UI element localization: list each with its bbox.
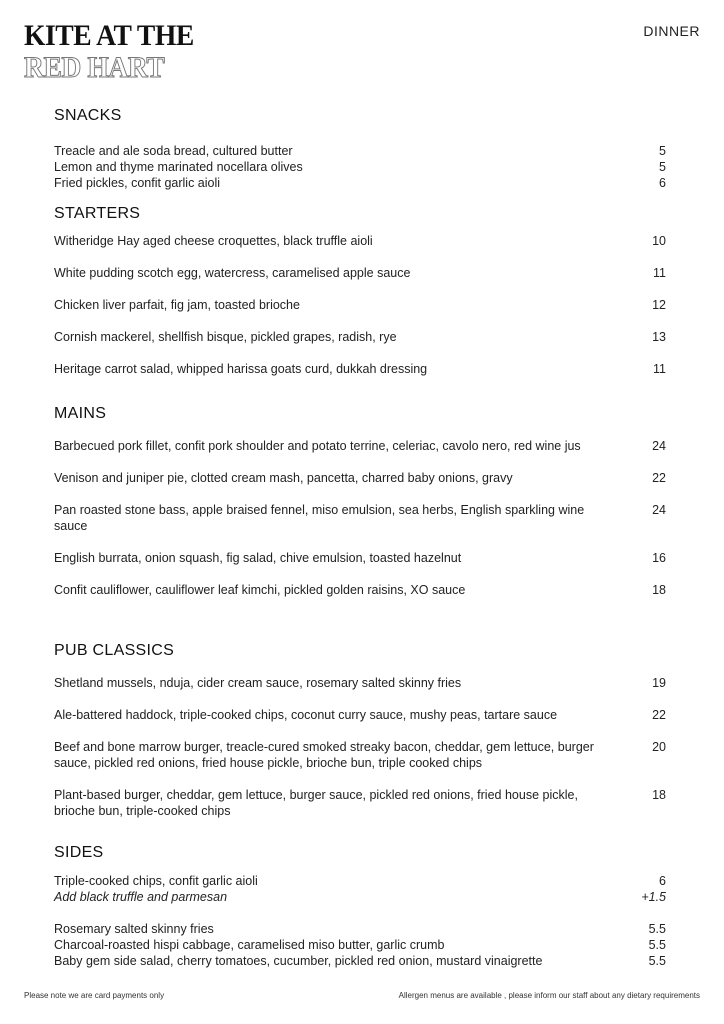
- menu-item: [54, 707, 666, 723]
- section-starters: [54, 204, 666, 377]
- section-mains: [54, 404, 666, 598]
- item-price: 18: [652, 788, 666, 802]
- menu-item-addon: [54, 889, 666, 905]
- item-price: 18: [652, 583, 666, 597]
- item-name: English burrata, onion squash, fig salad, chive emulsion, toasted hazelnut: [54, 551, 462, 565]
- item-name: Plant-based burger, cheddar, gem lettuce, burger sauce, pickled red onions, fried house pickle, brioche bun, triple-cooked chips: [54, 788, 578, 818]
- section-title: PUB CLASSICS: [54, 642, 175, 659]
- logo-line-2: RED HART: [24, 51, 165, 84]
- item-name: Ale-battered haddock, triple-cooked chips, coconut curry sauce, mushy peas, tartare sauce: [54, 708, 558, 722]
- item-name: Baby gem side salad, cherry tomatoes, cucumber, pickled red onion, mustard vinaigrette: [54, 954, 543, 968]
- item-name: Beef and bone marrow burger, treacle-cured smoked streaky bacon, cheddar, gem lettuce, burger sauce, pickled red onions, fried house pickle, brioche bun, triple cooked chips: [54, 740, 594, 770]
- item-price: 5.5: [648, 922, 666, 936]
- item-price: +1.5: [641, 890, 666, 904]
- item-price: 20: [652, 740, 666, 754]
- menu-item: [54, 787, 666, 819]
- item-name: Add black truffle and parmesan: [54, 890, 228, 904]
- item-price: 16: [652, 551, 666, 565]
- menu-item: [54, 921, 666, 937]
- section-title: MAINS: [54, 405, 107, 422]
- menu-item: [54, 953, 666, 969]
- section-title: STARTERS: [54, 205, 141, 222]
- menu-item: [54, 297, 666, 313]
- menu-item: [54, 361, 666, 377]
- item-name: Charcoal-roasted hispi cabbage, caramelised miso butter, garlic crumb: [54, 938, 445, 952]
- item-price: 5.5: [648, 954, 666, 968]
- item-name: Lemon and thyme marinated nocellara olives: [54, 160, 303, 174]
- item-name: Triple-cooked chips, confit garlic aioli: [54, 874, 258, 888]
- item-name: Pan roasted stone bass, apple braised fennel, miso emulsion, sea herbs, English sparkling wine sauce: [54, 503, 585, 533]
- item-price: 11: [653, 362, 666, 376]
- section-title: SIDES: [54, 844, 104, 861]
- item-price: 19: [652, 676, 666, 690]
- menu-item: [54, 438, 666, 454]
- menu-item: [54, 175, 666, 191]
- item-name: Treacle and ale soda bread, cultured butter: [54, 144, 293, 158]
- item-price: 22: [652, 708, 666, 722]
- menu-item: [54, 937, 666, 953]
- item-name: Chicken liver parfait, fig jam, toasted brioche: [54, 298, 300, 312]
- service-label: DINNER: [643, 23, 700, 39]
- section-pub-classics: [54, 641, 666, 819]
- menu-item: [54, 265, 666, 281]
- menu-item: [54, 582, 666, 598]
- item-price: 5: [659, 144, 666, 158]
- item-name: Fried pickles, confit garlic aioli: [54, 176, 221, 190]
- item-price: 6: [659, 874, 666, 888]
- item-price: 22: [652, 471, 666, 485]
- restaurant-logo: [24, 20, 209, 84]
- item-price: 5: [659, 160, 666, 174]
- section-sides: [54, 843, 666, 969]
- item-name: Heritage carrot salad, whipped harissa goats curd, dukkah dressing: [54, 362, 428, 376]
- menu-item: [54, 873, 666, 889]
- item-price: 13: [652, 330, 666, 344]
- item-price: 6: [659, 176, 666, 190]
- menu-item: [54, 329, 666, 345]
- footer-payment-note: Please note we are card payments only: [24, 991, 165, 1000]
- item-name: Confit cauliflower, cauliflower leaf kimchi, pickled golden raisins, XO sauce: [54, 583, 466, 597]
- item-price: 24: [652, 503, 666, 517]
- menu-item: [54, 233, 666, 249]
- item-name: White pudding scotch egg, watercress, caramelised apple sauce: [54, 266, 411, 280]
- menu-item: [54, 159, 666, 175]
- item-price: 5.5: [648, 938, 666, 952]
- item-price: 10: [652, 234, 666, 248]
- section-title: SNACKS: [54, 107, 122, 124]
- item-name: Witheridge Hay aged cheese croquettes, black truffle aioli: [54, 234, 373, 248]
- item-price: 24: [652, 439, 666, 453]
- menu-item: [54, 739, 666, 771]
- menu-item: [54, 143, 666, 159]
- menu-item: [54, 550, 666, 566]
- item-price: 11: [653, 266, 666, 280]
- item-name: Shetland mussels, nduja, cider cream sauce, rosemary salted skinny fries: [54, 676, 462, 690]
- item-name: Barbecued pork fillet, confit pork shoulder and potato terrine, celeriac, cavolo nero, red wine jus: [54, 439, 581, 453]
- item-name: Cornish mackerel, shellfish bisque, pickled grapes, radish, rye: [54, 330, 397, 344]
- menu-item: [54, 675, 666, 691]
- menu-item: [54, 470, 666, 486]
- logo-line-1: KITE AT THE: [24, 19, 194, 52]
- section-snacks: [54, 106, 666, 191]
- footer-allergen-note: Allergen menus are available , please inform our staff about any dietary requirements: [398, 991, 700, 1000]
- item-price: 12: [652, 298, 666, 312]
- menu-item: [54, 502, 666, 534]
- item-name: Venison and juniper pie, clotted cream mash, pancetta, charred baby onions, gravy: [54, 471, 513, 485]
- item-name: Rosemary salted skinny fries: [54, 922, 214, 936]
